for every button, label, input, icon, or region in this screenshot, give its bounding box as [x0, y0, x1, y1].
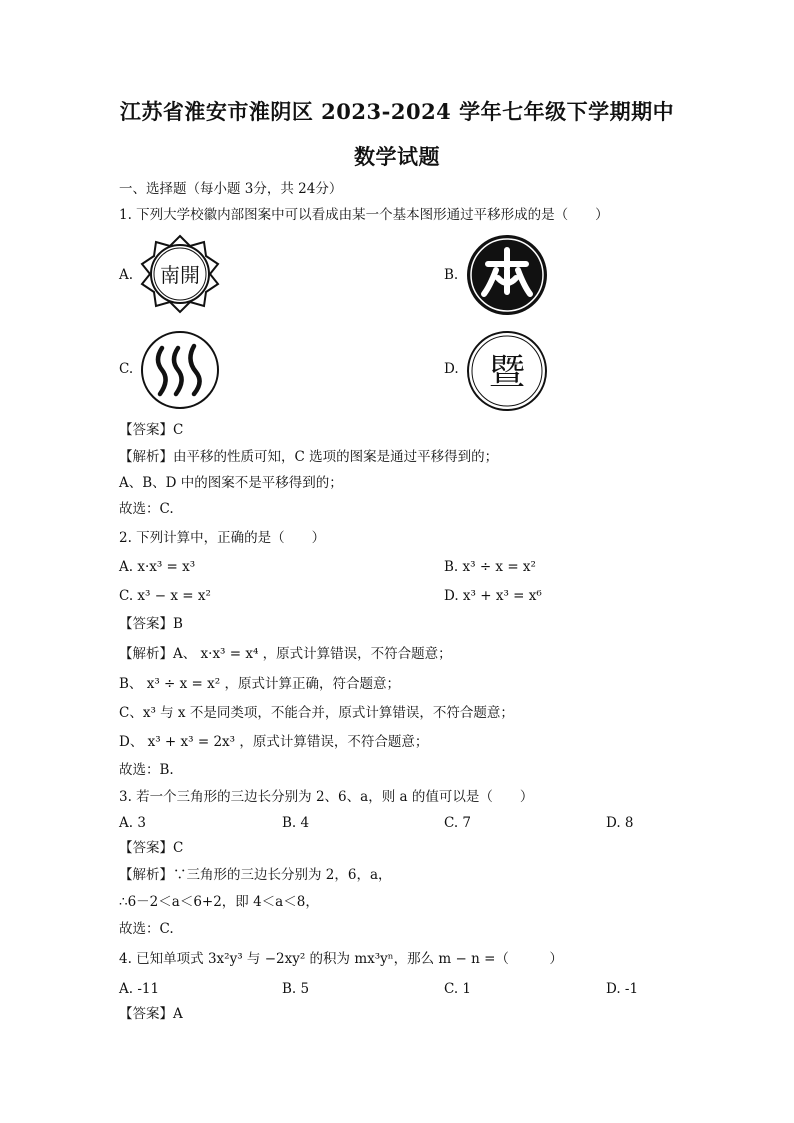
- document-subtitle: 数学试题: [354, 144, 440, 169]
- q3-option-b: B. 4: [282, 815, 310, 831]
- q4-stem: 4. 已知单项式 3x²y³ 与 −2xy² 的积为 mx³yⁿ，那么 m − n =（ ）: [119, 951, 563, 967]
- q3-option-c: C. 7: [444, 815, 472, 831]
- q2-option-d: D. x³ + x³ = x⁶: [444, 588, 542, 604]
- q1-label-b: B.: [444, 267, 459, 283]
- q2-explain-3: C、x³ 与 x 不是同类项，不能合并，原式计算错误，不符合题意；: [119, 705, 514, 721]
- q3-answer: 【答案】C: [119, 840, 184, 856]
- section-heading: 一、选择题（每小题 3分，共 24分）: [119, 181, 343, 197]
- q1-answer: 【答案】C: [119, 422, 184, 438]
- q1-explain-3: 故选：C.: [119, 501, 174, 517]
- q2-option-a: A. x·x³ = x³: [119, 559, 196, 575]
- q1-label-c: C.: [119, 361, 134, 377]
- q3-stem: 3. 若一个三角形的三边长分别为 2、6、a，则 a 的值可以是（ ）: [119, 789, 534, 805]
- emblem-d-text: 暨: [488, 352, 526, 393]
- emblem-b-icon: [466, 234, 548, 316]
- q1-label-a: A.: [119, 267, 134, 283]
- document-title: 江苏省淮安市淮阴区 2023-2024 学年七年级下学期期中: [119, 99, 675, 124]
- q2-answer: 【答案】B: [119, 616, 183, 632]
- q2-stem: 2. 下列计算中，正确的是（ ）: [119, 530, 326, 546]
- q1-explain-1: 【解析】由平移的性质可知，C 选项的图案是通过平移得到的；: [119, 449, 499, 465]
- q2-option-b: B. x³ ÷ x = x²: [444, 559, 536, 575]
- q4-option-d: D. -1: [606, 981, 639, 997]
- q3-option-a: A. 3: [119, 815, 146, 831]
- q2-option-c: C. x³ − x = x²: [119, 588, 211, 604]
- q2-explain-2: B、 x³ ÷ x = x² ，原式计算正确，符合题意；: [119, 676, 400, 692]
- emblem-c-icon: [140, 330, 220, 410]
- q3-explain-2: ∴6－2＜a＜6+2，即 4＜a＜8，: [119, 894, 319, 910]
- q2-explain-1: 【解析】A、 x·x³ = x⁴ ，原式计算错误，不符合题意；: [119, 646, 452, 662]
- q4-option-a: A. -11: [119, 981, 160, 997]
- emblem-a-icon: [140, 234, 220, 314]
- q3-option-d: D. 8: [606, 815, 634, 831]
- q2-explain-5: 故选：B.: [119, 762, 174, 778]
- q3-explain-3: 故选：C.: [119, 921, 174, 937]
- emblem-d-icon: [466, 330, 548, 412]
- q4-option-b: B. 5: [282, 981, 310, 997]
- emblem-a-text: 南開: [160, 263, 200, 287]
- q3-explain-1: 【解析】∵三角形的三边长分别为 2，6，a，: [119, 867, 392, 883]
- q1-stem: 1. 下列大学校徽内部图案中可以看成由某一个基本图形通过平移形成的是（ ）: [119, 207, 609, 223]
- q4-option-c: C. 1: [444, 981, 472, 997]
- q4-answer: 【答案】A: [119, 1006, 183, 1022]
- q1-label-d: D.: [444, 361, 459, 377]
- q2-explain-4: D、 x³ + x³ = 2x³ ，原式计算错误，不符合题意；: [119, 734, 429, 750]
- q1-explain-2: A、B、D 中的图案不是平移得到的；: [119, 475, 343, 491]
